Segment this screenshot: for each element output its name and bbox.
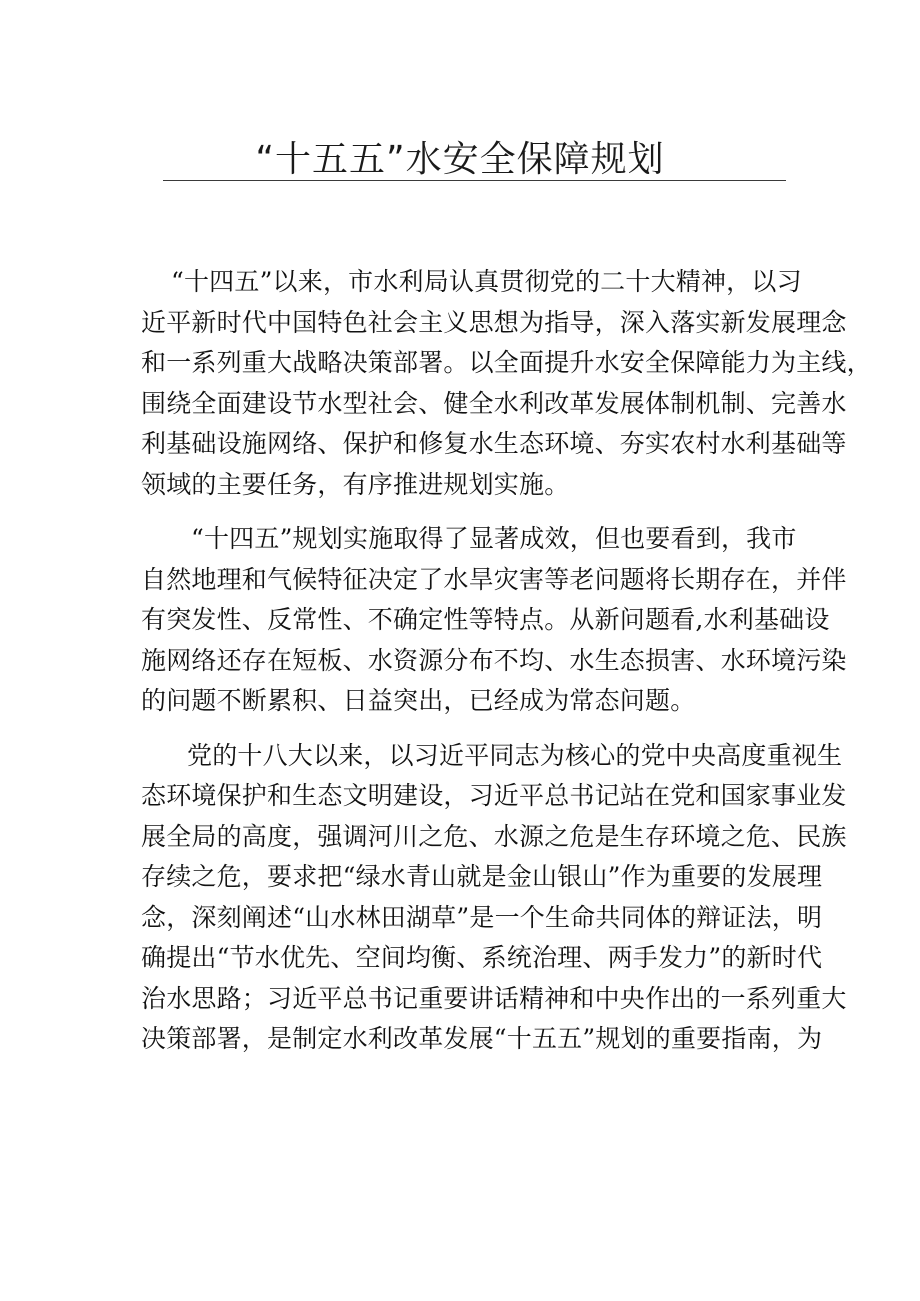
page-title: “十五五”水安全保障规划 bbox=[255, 139, 665, 180]
paragraph-2 bbox=[141, 519, 847, 722]
title-underline bbox=[163, 180, 786, 181]
text-line: “十四五”规划实施取得了显著成效，但也要看到，我市 bbox=[191, 524, 797, 553]
text-line: 确提出“节水优先、空间均衡、系统治理、两手发力”的新时代 bbox=[141, 943, 823, 972]
text-line: 施网络还存在短板、水资源分布不均、水生态损害、水环境污染 bbox=[141, 645, 847, 675]
text-line: “十四五”以来，市水利局认真贯彻党的二十大精神，以习 bbox=[171, 267, 802, 296]
text-line: 治水思路；习近平总书记重要讲话精神和中央作出的一系列重大 bbox=[141, 983, 847, 1013]
paragraph-3 bbox=[141, 736, 847, 1060]
text-line: 领域的主要任务，有序推进规划实施。 bbox=[141, 469, 570, 499]
paragraph-1 bbox=[141, 262, 872, 505]
text-line: 展全局的高度，强调河川之危、水源之危是生存环境之危、民族 bbox=[141, 821, 847, 851]
text-line: 决策部署，是制定水利改革发展“十五五”规划的重要指南，为 bbox=[141, 1024, 823, 1053]
text-line: 党的十八大以来，以习近平同志为核心的党中央高度重视生 bbox=[187, 740, 843, 770]
text-line: 近平新时代中国特色社会主义思想为指导，深入落实新发展理念 bbox=[141, 307, 847, 337]
document-body bbox=[141, 262, 872, 1060]
text-line: 念，深刻阐述“山水林田湖草”是一个生命共同体的辩证法，明 bbox=[141, 902, 823, 932]
text-line: 有突发性、反常性、不确定性等特点。从新问题看,水利基础设 bbox=[141, 605, 830, 634]
text-line: 态环境保护和生态文明建设，习近平总书记站在党和国家事业发 bbox=[141, 781, 847, 810]
text-line: 利基础设施网络、保护和修复水生态环境、夯实农村水利基础等 bbox=[141, 429, 847, 458]
text-line: 的问题不断累积、日益突出，已经成为常态问题。 bbox=[141, 686, 696, 715]
text-line: 和一系列重大战略决策部署。以全面提升水安全保障能力为主线， bbox=[141, 348, 872, 377]
text-line: 自然地理和气候特征决定了水旱灾害等老问题将长期存在，并伴 bbox=[141, 564, 847, 594]
text-line: 围绕全面建设节水型社会、健全水利改革发展体制机制、完善水 bbox=[141, 388, 847, 418]
text-line: 存续之危，要求把“绿水青山就是金山银山”作为重要的发展理 bbox=[141, 862, 823, 891]
